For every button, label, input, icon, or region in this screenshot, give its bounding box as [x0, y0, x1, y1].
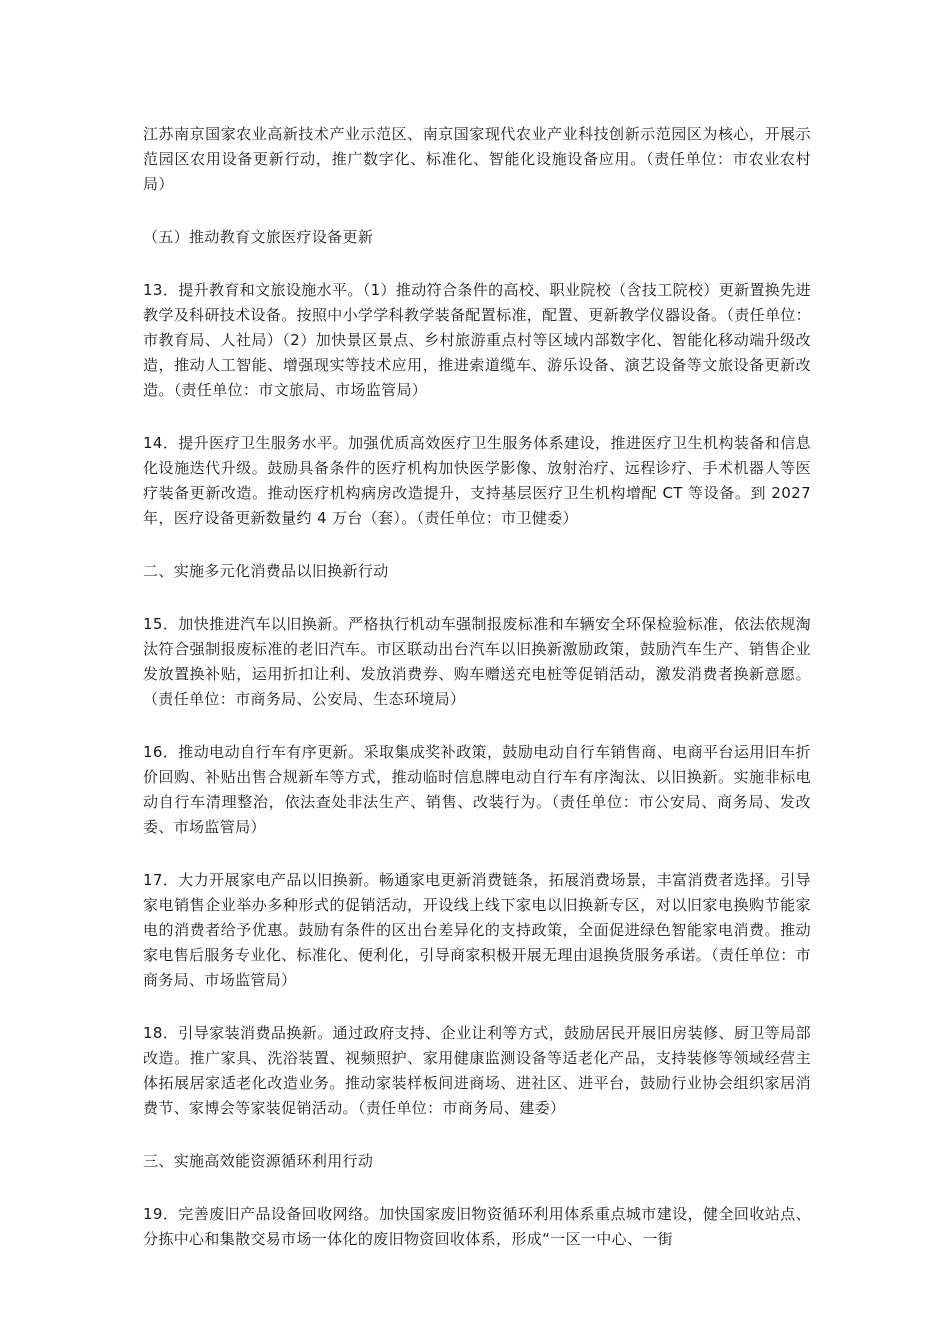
section-heading-resource-recycling: 三、实施高效能资源循环利用行动 — [143, 1152, 374, 1170]
paragraph-item-17: 17．大力开展家电产品以旧换新。畅通家电更新消费链条，拓展消费场景，丰富消费者选择。引导家电销售企业举办多种形式的促销活动，开设线上线下家电以旧换新专区，对以旧家电换购节能家电的消费者给予优惠。鼓励有条件的区出台差异化的支持政策，全面促进绿色智能家电消费。推动家电售后服务专业化、标准化、便利化，引导商家积极开展无理由退换货服务承诺。（责任单位：市商务局、市场监管局） — [143, 871, 811, 989]
paragraph-gap — [143, 584, 811, 612]
paragraph-item-18: 18．引导家装消费品换新。通过政府支持、企业让利等方式，鼓励居民开展旧房装修、厨卫等局部改造。推广家具、洗浴装置、视频照护、家用健康监测设备等适老化产品，支持装修等领域经营主体拓展居家适老化改造业务。推动家装样板间进商场、进社区、进平台，鼓励行业协会组织家居消费节、家博会等家装促销活动。（责任单位：市商务局、建委） — [143, 1024, 811, 1117]
paragraph-gap — [143, 403, 811, 431]
paragraph-gap — [143, 840, 811, 868]
paragraph-item-13: 13．提升教育和文旅设施水平。（1）推动符合条件的高校、职业院校（含技工院校）更新置换先进教学及科研技术设备。按照中小学学科教学装备配置标准，配置、更新教学仪器设备。（责任单位：市教育局、人社局）（2）加快景区景点、乡村旅游重点村等区域内部数字化、智能化移动端升级改造，推动人工智能、增强现实等技术应用，推进索道缆车、游乐设备、演艺设备等文旅设备更新改造。（责任单位：市文旅局、市场监管局） — [143, 281, 811, 399]
paragraph-item-15: 15．加快推进汽车以旧换新。严格执行机动车强制报废标准和车辆安全环保检验标准，依法依规淘汰符合强制报废标准的老旧汽车。市区联动出台汽车以旧换新激励政策，鼓励汽车生产、销售企业发放置换补贴，运用折扣让利、发放消费券、购车赠送充电桩等促销活动，激发消费者换新意愿。（责任单位：市商务局、公安局、生态环境局） — [143, 615, 811, 708]
paragraph-item-19: 19．完善废旧产品设备回收网络。加快国家废旧物资循环利用体系重点城市建设，健全回收站点、分拣中心和集散交易市场一体化的废旧物资回收体系，形成“一区一中心、一街 — [143, 1205, 811, 1248]
paragraph-gap — [143, 250, 811, 278]
paragraph-gap — [143, 197, 811, 225]
paragraph-gap — [143, 1121, 811, 1149]
paragraph-item-14: 14．提升医疗卫生服务水平。加强优质高效医疗卫生服务体系建设，推进医疗卫生机构装备和信息化设施迭代升级。鼓励具备条件的医疗机构加快医学影像、放射治疗、远程诊疗、手术机器人等医疗装备更新改造。推动医疗机构病房改造提升，支持基层医疗卫生机构增配 CT 等设备。到 2027 年，医疗设备更新数量约 4 万台（套）。（责任单位：市卫健委） — [143, 434, 811, 527]
paragraph-gap — [143, 1174, 811, 1202]
paragraph-gap — [143, 993, 811, 1021]
paragraph-agri-continuation: 江苏南京国家农业高新技术产业示范区、南京国家现代农业产业科技创新示范园区为核心，开展示范园区农用设备更新行动，推广数字化、标准化、智能化设施设备应用。（责任单位：市农业农村局） — [143, 125, 811, 193]
paragraph-gap — [143, 531, 811, 559]
section-heading-education-culture-medical: （五）推动教育文旅医疗设备更新 — [143, 228, 374, 246]
document-body — [143, 122, 811, 1252]
section-heading-consumer-goods: 二、实施多元化消费品以旧换新行动 — [143, 562, 389, 580]
paragraph-gap — [143, 712, 811, 740]
paragraph-item-16: 16．推动电动自行车有序更新。采取集成奖补政策，鼓励电动自行车销售商、电商平台运用旧车折价回购、补贴出售合规新车等方式，推动临时信息牌电动自行车有序淘汰、以旧换新。实施非标电动自行车清理整治，依法查处非法生产、销售、改装行为。（责任单位：市公安局、商务局、发改委、市场监管局） — [143, 743, 811, 836]
